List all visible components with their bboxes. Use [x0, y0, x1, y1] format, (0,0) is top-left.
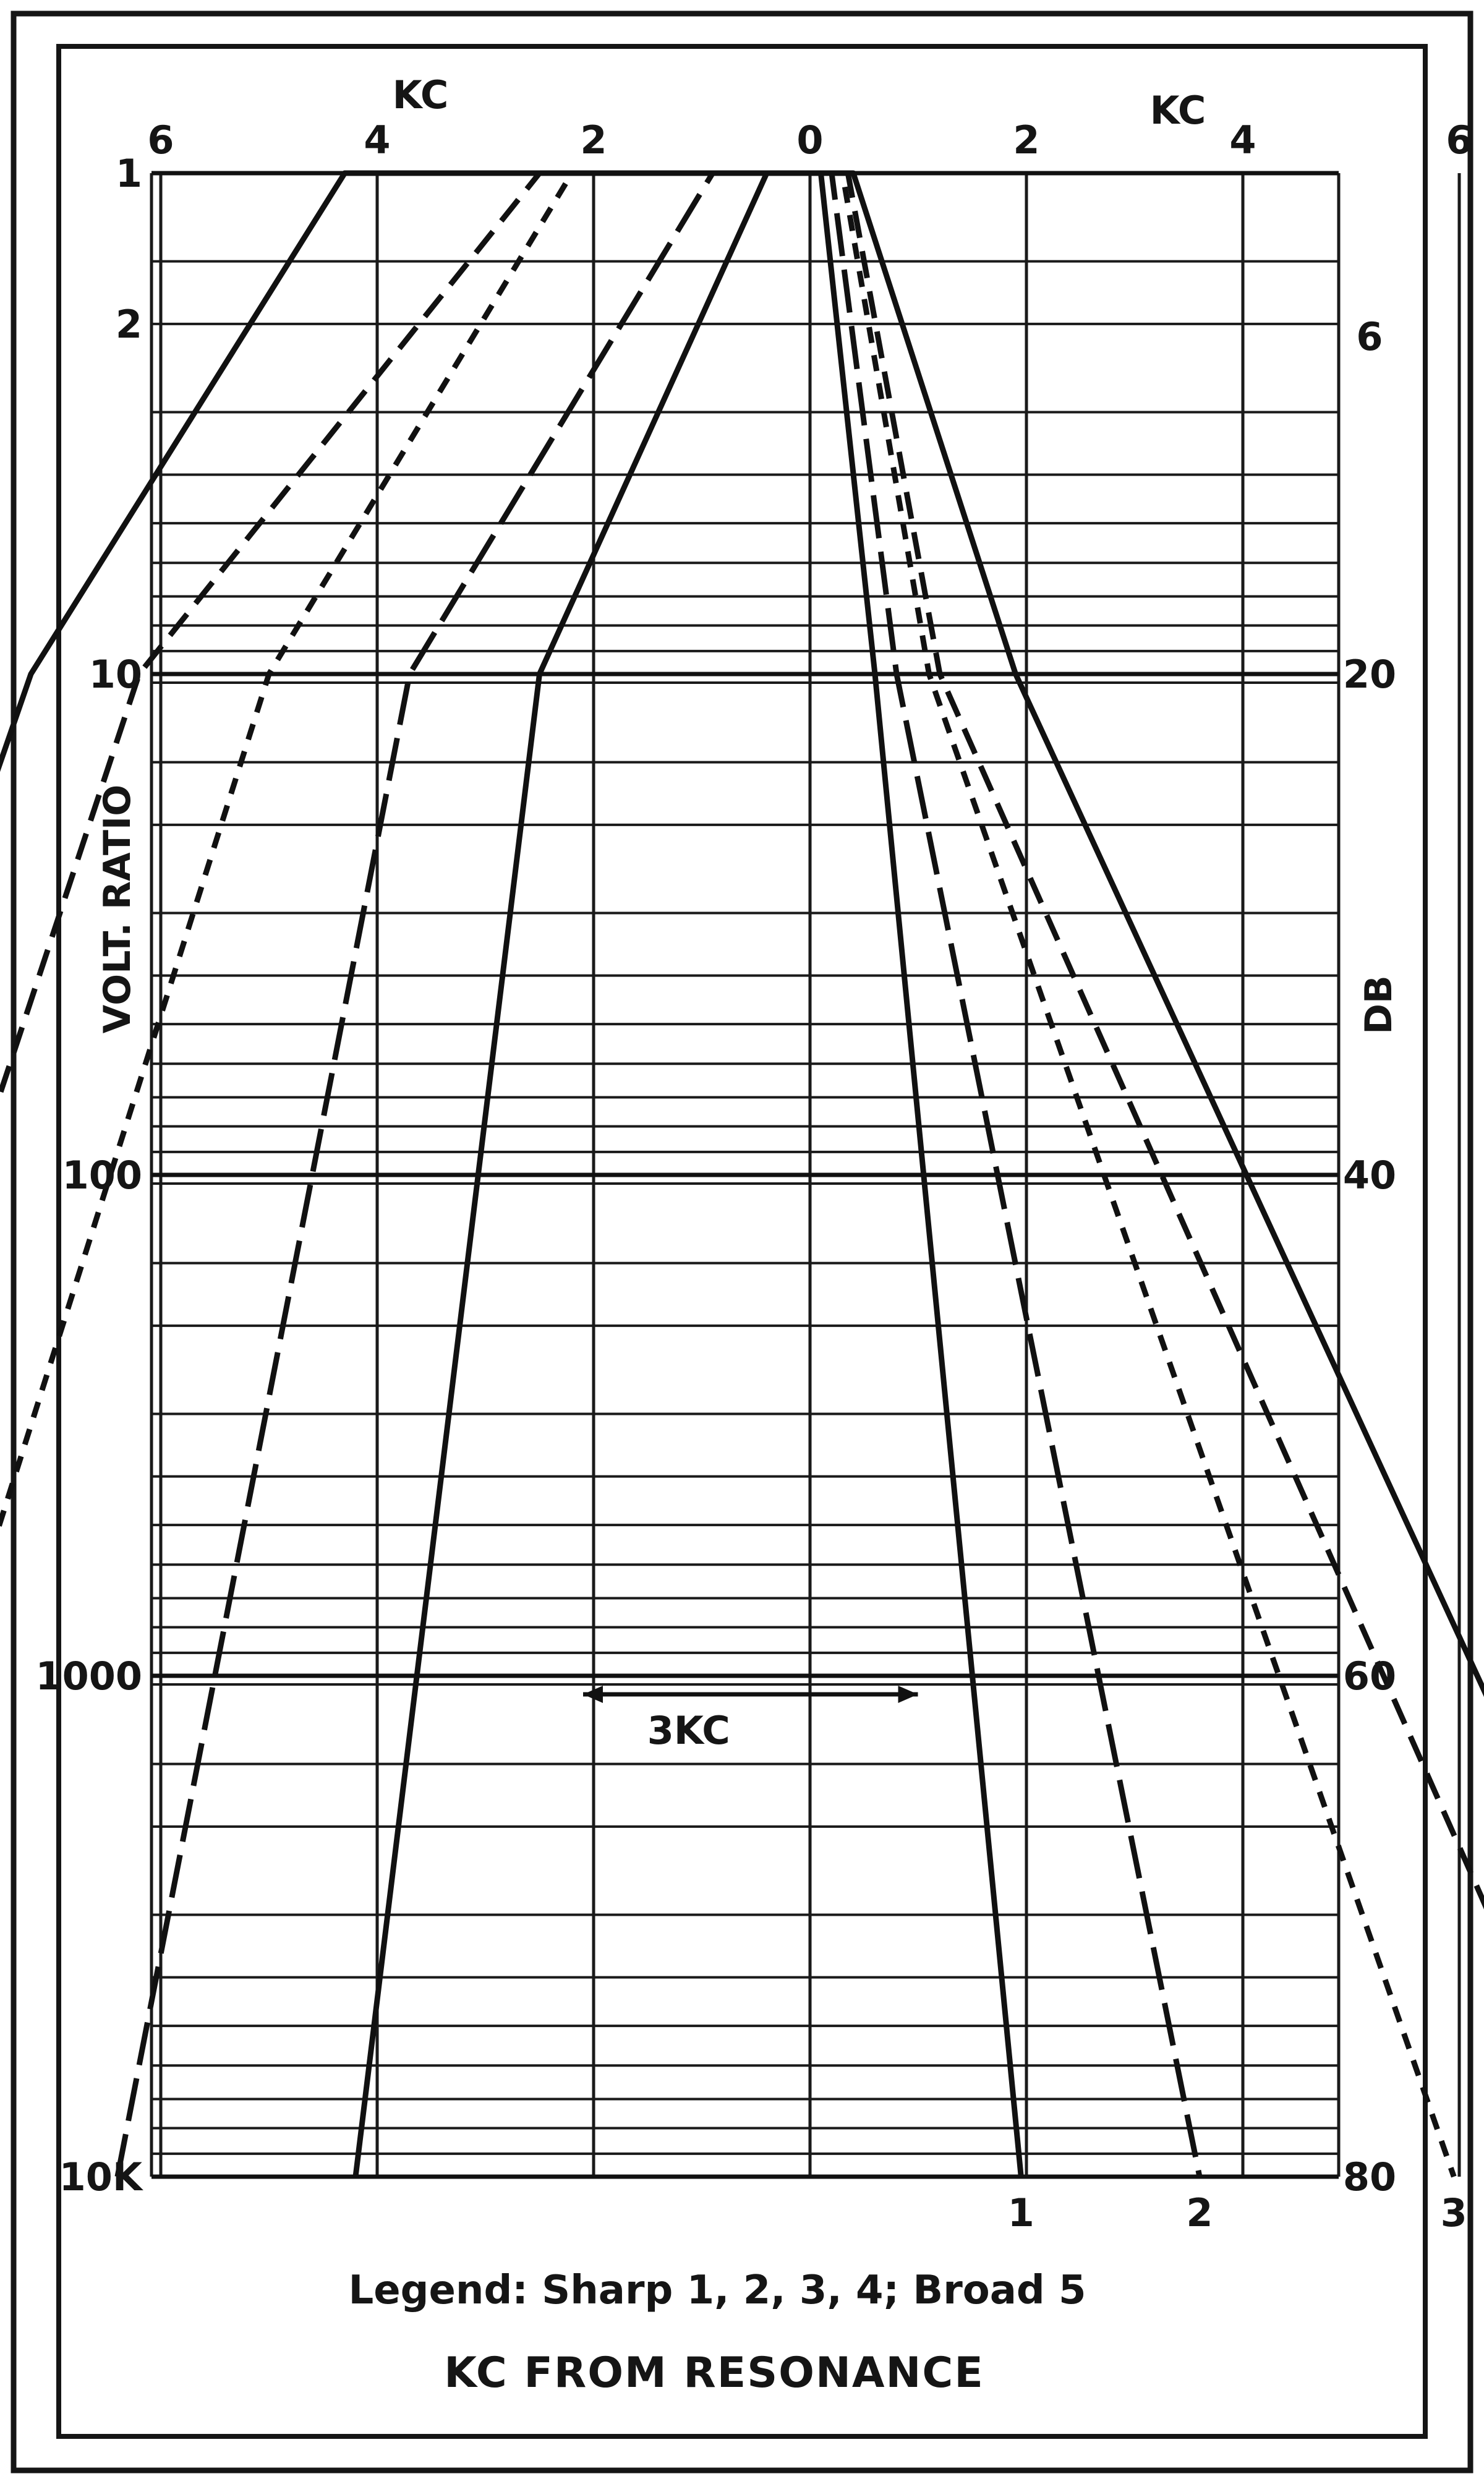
top-tick-label: 6 [147, 117, 174, 163]
curve-number-label: 1 [1007, 2190, 1034, 2235]
right-tick-label: 80 [1342, 2154, 1397, 2200]
bandwidth-arrowhead-right [898, 1686, 918, 1703]
grid [0, 173, 1484, 2177]
right-tick-label: 20 [1342, 652, 1397, 697]
top-axis-unit-left: KC [392, 72, 449, 117]
top-tick-label: 2 [1013, 117, 1040, 163]
right-axis-title: DB [1357, 975, 1401, 1035]
top-tick-label: 2 [580, 117, 607, 163]
top-tick-label: 4 [364, 117, 391, 163]
legend-text: Legend: Sharp 1, 2, 3, 4; Broad 5 [348, 2268, 1086, 2313]
top-axis-unit-right: KC [1149, 88, 1206, 133]
left-tick-label: 1 [115, 151, 142, 196]
left-tick-label: 100 [62, 1153, 142, 1198]
left-axis-title: VOLT. RATIO [96, 784, 139, 1034]
right-tick-label: 40 [1342, 1153, 1397, 1198]
top-tick-label: 6 [1446, 117, 1473, 163]
x-axis-title: KC FROM RESONANCE [444, 2349, 984, 2397]
right-tick-label: 6 [1356, 314, 1383, 359]
left-tick-label: 10 [88, 652, 142, 697]
outer-frame [14, 14, 1473, 2470]
right-tick-label: 60 [1342, 1654, 1397, 1699]
bandwidth-annotation: 3KC [647, 1708, 730, 1753]
top-tick-label: 4 [1229, 117, 1256, 163]
left-tick-label: 1000 [35, 1654, 142, 1699]
inner-frame [59, 46, 1425, 2436]
left-tick-label: 2 [115, 301, 142, 347]
left-tick-label: 10K [59, 2154, 142, 2200]
top-tick-label: 0 [796, 117, 824, 163]
curve-number-label: 3 [1440, 2190, 1467, 2235]
curve-number-label: 2 [1186, 2190, 1213, 2235]
